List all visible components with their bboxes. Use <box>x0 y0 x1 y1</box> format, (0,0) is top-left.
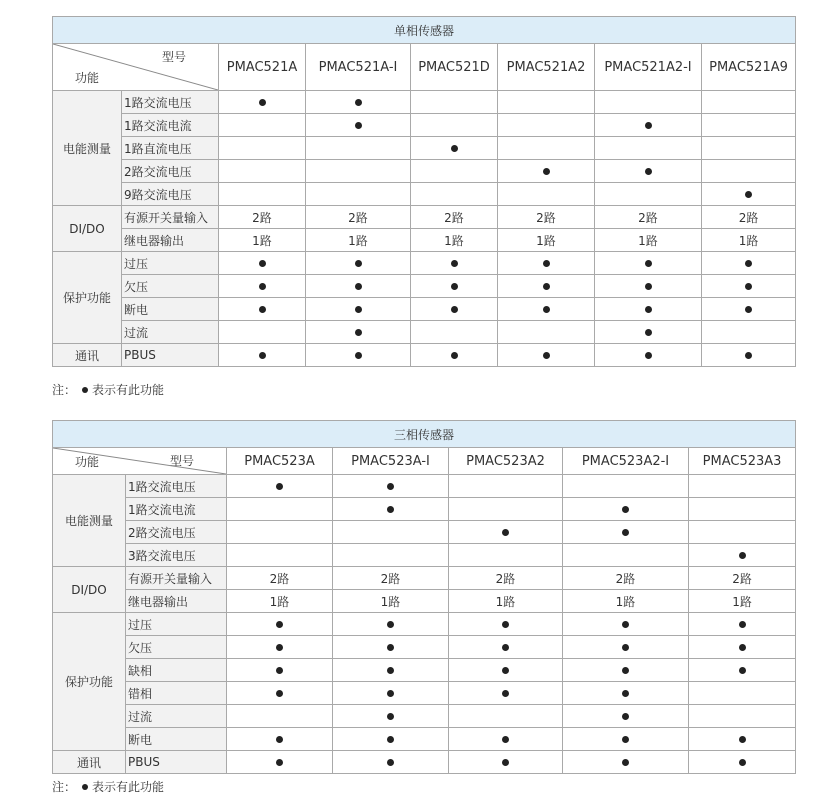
support-cell <box>227 613 333 636</box>
support-cell <box>219 252 306 275</box>
function-group-label: 电能测量 <box>53 91 122 206</box>
support-cell <box>227 682 333 705</box>
support-cell <box>563 682 689 705</box>
empty-cell <box>449 498 563 521</box>
support-cell <box>306 321 411 344</box>
empty-cell <box>306 160 411 183</box>
supported-dot-icon <box>645 306 652 313</box>
support-cell <box>227 475 333 498</box>
supported-dot-icon <box>739 736 746 743</box>
table-row <box>53 206 796 229</box>
supported-dot-icon <box>355 306 362 313</box>
value-cell: 2路 <box>227 567 333 590</box>
feature-label: 1路交流电压 <box>122 91 219 114</box>
table-row <box>53 137 796 160</box>
supported-dot-icon <box>451 145 458 152</box>
feature-label: 断电 <box>122 298 219 321</box>
supported-dot-icon <box>387 759 394 766</box>
support-cell <box>563 613 689 636</box>
empty-cell <box>702 160 796 183</box>
value-cell: 2路 <box>595 206 702 229</box>
value-cell: 2路 <box>449 567 563 590</box>
dot-icon <box>82 784 88 790</box>
supported-dot-icon <box>645 329 652 336</box>
supported-dot-icon <box>387 506 394 513</box>
support-cell <box>689 544 796 567</box>
dot-icon <box>82 387 88 393</box>
support-cell <box>333 498 449 521</box>
table-row <box>53 91 796 114</box>
supported-dot-icon <box>745 306 752 313</box>
support-cell <box>306 114 411 137</box>
supported-dot-icon <box>355 283 362 290</box>
support-cell <box>411 252 498 275</box>
empty-cell <box>449 475 563 498</box>
support-cell <box>689 613 796 636</box>
empty-cell <box>498 114 595 137</box>
empty-cell <box>498 91 595 114</box>
feature-label: 2路交流电压 <box>126 521 227 544</box>
supported-dot-icon <box>276 621 283 628</box>
support-cell <box>702 275 796 298</box>
feature-label: 1路交流电流 <box>126 498 227 521</box>
supported-dot-icon <box>259 306 266 313</box>
support-cell <box>498 344 595 367</box>
support-cell <box>689 636 796 659</box>
value-cell: 2路 <box>702 206 796 229</box>
empty-cell <box>563 475 689 498</box>
supported-dot-icon <box>355 329 362 336</box>
supported-dot-icon <box>745 283 752 290</box>
single-phase-sensor-table <box>52 16 796 367</box>
function-group-label: DI/DO <box>53 567 126 613</box>
empty-cell <box>306 137 411 160</box>
table-row <box>53 613 796 636</box>
table-row <box>53 475 796 498</box>
value-cell: 1路 <box>702 229 796 252</box>
support-cell <box>219 344 306 367</box>
supported-dot-icon <box>622 667 629 674</box>
supported-dot-icon <box>622 621 629 628</box>
support-cell <box>702 298 796 321</box>
feature-label: 断电 <box>126 728 227 751</box>
empty-cell <box>689 682 796 705</box>
table-row <box>53 659 796 682</box>
support-cell <box>563 659 689 682</box>
supported-dot-icon <box>259 352 266 359</box>
function-group-label: DI/DO <box>53 206 122 252</box>
empty-cell <box>227 544 333 567</box>
note-prefix: 注： <box>52 383 77 397</box>
empty-cell <box>411 160 498 183</box>
support-cell <box>219 91 306 114</box>
supported-dot-icon <box>622 690 629 697</box>
model-header-label: 型号 <box>161 50 186 64</box>
supported-dot-icon <box>745 260 752 267</box>
supported-dot-icon <box>739 621 746 628</box>
table-row <box>53 544 796 567</box>
empty-cell <box>498 183 595 206</box>
model-header: PMAC521A2 <box>498 44 595 91</box>
value-cell: 2路 <box>306 206 411 229</box>
support-cell <box>498 160 595 183</box>
supported-dot-icon <box>645 352 652 359</box>
supported-dot-icon <box>739 759 746 766</box>
supported-dot-icon <box>451 352 458 359</box>
supported-dot-icon <box>739 552 746 559</box>
table-row <box>53 183 796 206</box>
empty-cell <box>449 705 563 728</box>
support-cell <box>306 252 411 275</box>
table-row <box>53 728 796 751</box>
support-cell <box>449 659 563 682</box>
feature-label: 缺相 <box>126 659 227 682</box>
support-cell <box>563 498 689 521</box>
model-header: PMAC521A-I <box>306 44 411 91</box>
support-cell <box>449 636 563 659</box>
header-diagonal-cell <box>53 44 219 91</box>
table-row <box>53 498 796 521</box>
table-row <box>53 275 796 298</box>
feature-label: 1路直流电压 <box>122 137 219 160</box>
supported-dot-icon <box>355 352 362 359</box>
empty-cell <box>702 114 796 137</box>
feature-label: 有源开关量输入 <box>122 206 219 229</box>
value-cell: 2路 <box>219 206 306 229</box>
support-cell <box>595 298 702 321</box>
empty-cell <box>595 137 702 160</box>
table-row <box>53 160 796 183</box>
table-row <box>53 252 796 275</box>
empty-cell <box>498 137 595 160</box>
supported-dot-icon <box>387 736 394 743</box>
value-cell: 2路 <box>333 567 449 590</box>
model-header: PMAC523A2 <box>449 448 563 475</box>
table-row <box>53 321 796 344</box>
feature-label: 1路交流电压 <box>126 475 227 498</box>
table-row <box>53 344 796 367</box>
table-row <box>53 114 796 137</box>
empty-cell <box>595 91 702 114</box>
supported-dot-icon <box>276 483 283 490</box>
empty-cell <box>449 544 563 567</box>
support-cell <box>449 728 563 751</box>
table-row <box>53 567 796 590</box>
supported-dot-icon <box>276 644 283 651</box>
feature-label: 过压 <box>122 252 219 275</box>
support-cell <box>227 636 333 659</box>
function-group-label: 通讯 <box>53 751 126 774</box>
empty-cell <box>219 183 306 206</box>
feature-label: 过流 <box>126 705 227 728</box>
support-cell <box>563 636 689 659</box>
empty-cell <box>219 137 306 160</box>
feature-label: 继电器输出 <box>122 229 219 252</box>
empty-cell <box>498 321 595 344</box>
support-cell <box>219 298 306 321</box>
model-header: PMAC521A2-I <box>595 44 702 91</box>
support-cell <box>449 613 563 636</box>
supported-dot-icon <box>387 713 394 720</box>
value-cell: 1路 <box>449 590 563 613</box>
empty-cell <box>702 91 796 114</box>
supported-dot-icon <box>259 260 266 267</box>
empty-cell <box>689 475 796 498</box>
empty-cell <box>563 544 689 567</box>
supported-dot-icon <box>276 736 283 743</box>
feature-label: 有源开关量输入 <box>126 567 227 590</box>
model-header: PMAC521D <box>411 44 498 91</box>
function-header-label: 功能 <box>75 455 100 469</box>
empty-cell <box>411 91 498 114</box>
feature-label: 2路交流电压 <box>122 160 219 183</box>
supported-dot-icon <box>451 306 458 313</box>
support-cell <box>689 728 796 751</box>
table-row <box>53 229 796 252</box>
support-cell <box>563 728 689 751</box>
supported-dot-icon <box>502 621 509 628</box>
feature-label: PBUS <box>122 344 219 367</box>
empty-cell <box>227 705 333 728</box>
support-cell <box>702 344 796 367</box>
supported-dot-icon <box>622 506 629 513</box>
feature-label: 9路交流电压 <box>122 183 219 206</box>
table-title: 单相传感器 <box>53 17 796 44</box>
value-cell: 2路 <box>498 206 595 229</box>
support-cell <box>449 682 563 705</box>
support-cell <box>595 160 702 183</box>
supported-dot-icon <box>276 690 283 697</box>
feature-label: 3路交流电压 <box>126 544 227 567</box>
support-cell <box>411 344 498 367</box>
empty-cell <box>219 114 306 137</box>
supported-dot-icon <box>355 99 362 106</box>
supported-dot-icon <box>745 352 752 359</box>
support-cell <box>498 298 595 321</box>
support-cell <box>689 659 796 682</box>
support-cell <box>333 636 449 659</box>
supported-dot-icon <box>645 122 652 129</box>
header-diagonal-cell <box>53 448 227 475</box>
support-cell <box>595 344 702 367</box>
value-cell: 1路 <box>595 229 702 252</box>
empty-cell <box>333 521 449 544</box>
empty-cell <box>689 705 796 728</box>
supported-dot-icon <box>276 759 283 766</box>
value-cell: 1路 <box>306 229 411 252</box>
support-cell <box>702 183 796 206</box>
support-cell <box>689 751 796 774</box>
feature-label: 继电器输出 <box>126 590 227 613</box>
function-header-label: 功能 <box>75 71 100 85</box>
model-header: PMAC523A3 <box>689 448 796 475</box>
support-cell <box>498 252 595 275</box>
supported-dot-icon <box>622 736 629 743</box>
empty-cell <box>333 544 449 567</box>
supported-dot-icon <box>259 99 266 106</box>
note-prefix: 注： <box>52 780 77 794</box>
support-cell <box>563 521 689 544</box>
supported-dot-icon <box>276 667 283 674</box>
supported-dot-icon <box>387 690 394 697</box>
function-group-label: 保护功能 <box>53 613 126 751</box>
supported-dot-icon <box>645 260 652 267</box>
value-cell: 1路 <box>498 229 595 252</box>
empty-cell <box>595 183 702 206</box>
support-cell <box>498 275 595 298</box>
supported-dot-icon <box>387 621 394 628</box>
supported-dot-icon <box>739 644 746 651</box>
supported-dot-icon <box>502 529 509 536</box>
empty-cell <box>227 498 333 521</box>
table-row <box>53 636 796 659</box>
value-cell: 1路 <box>689 590 796 613</box>
support-cell <box>563 705 689 728</box>
empty-cell <box>702 321 796 344</box>
support-cell <box>306 91 411 114</box>
value-cell: 1路 <box>219 229 306 252</box>
empty-cell <box>227 521 333 544</box>
empty-cell <box>219 160 306 183</box>
supported-dot-icon <box>622 759 629 766</box>
supported-dot-icon <box>502 736 509 743</box>
empty-cell <box>689 498 796 521</box>
support-cell <box>702 252 796 275</box>
supported-dot-icon <box>745 191 752 198</box>
support-cell <box>333 682 449 705</box>
support-cell <box>411 298 498 321</box>
table-row <box>53 590 796 613</box>
support-cell <box>411 275 498 298</box>
model-header-label: 型号 <box>169 454 194 468</box>
supported-dot-icon <box>502 759 509 766</box>
supported-dot-icon <box>387 644 394 651</box>
empty-cell <box>219 321 306 344</box>
supported-dot-icon <box>502 644 509 651</box>
model-header: PMAC523A <box>227 448 333 475</box>
value-cell: 1路 <box>563 590 689 613</box>
support-cell <box>333 751 449 774</box>
supported-dot-icon <box>645 168 652 175</box>
supported-dot-icon <box>387 667 394 674</box>
table-row <box>53 705 796 728</box>
support-cell <box>227 728 333 751</box>
support-cell <box>449 521 563 544</box>
support-cell <box>563 751 689 774</box>
note-text: 表示有此功能 <box>92 383 165 397</box>
three-phase-sensor-table <box>52 420 796 774</box>
feature-label: PBUS <box>126 751 227 774</box>
supported-dot-icon <box>502 690 509 697</box>
supported-dot-icon <box>622 644 629 651</box>
supported-dot-icon <box>355 260 362 267</box>
support-cell <box>227 659 333 682</box>
value-cell: 2路 <box>563 567 689 590</box>
feature-label: 欠压 <box>122 275 219 298</box>
model-header: PMAC521A9 <box>702 44 796 91</box>
support-cell <box>333 705 449 728</box>
feature-label: 错相 <box>126 682 227 705</box>
value-cell: 1路 <box>227 590 333 613</box>
supported-dot-icon <box>451 260 458 267</box>
feature-label: 1路交流电流 <box>122 114 219 137</box>
feature-label: 欠压 <box>126 636 227 659</box>
supported-dot-icon <box>259 283 266 290</box>
model-header: PMAC521A <box>219 44 306 91</box>
model-header: PMAC523A2-I <box>563 448 689 475</box>
empty-cell <box>411 183 498 206</box>
support-cell <box>333 728 449 751</box>
supported-dot-icon <box>543 352 550 359</box>
table-title: 三相传感器 <box>53 421 796 448</box>
table-row <box>53 521 796 544</box>
support-cell <box>306 275 411 298</box>
empty-cell <box>306 183 411 206</box>
support-cell <box>227 751 333 774</box>
empty-cell <box>689 521 796 544</box>
support-cell <box>595 275 702 298</box>
supported-dot-icon <box>502 667 509 674</box>
support-cell <box>306 344 411 367</box>
supported-dot-icon <box>543 283 550 290</box>
support-cell <box>449 751 563 774</box>
supported-dot-icon <box>622 529 629 536</box>
empty-cell <box>411 321 498 344</box>
supported-dot-icon <box>622 713 629 720</box>
value-cell: 2路 <box>689 567 796 590</box>
support-cell <box>595 321 702 344</box>
supported-dot-icon <box>451 283 458 290</box>
support-cell <box>595 114 702 137</box>
table1-note <box>52 381 164 398</box>
support-cell <box>333 475 449 498</box>
supported-dot-icon <box>739 667 746 674</box>
support-cell <box>333 613 449 636</box>
supported-dot-icon <box>543 260 550 267</box>
supported-dot-icon <box>355 122 362 129</box>
empty-cell <box>702 137 796 160</box>
supported-dot-icon <box>387 483 394 490</box>
table-row <box>53 298 796 321</box>
supported-dot-icon <box>645 283 652 290</box>
support-cell <box>333 659 449 682</box>
note-text: 表示有此功能 <box>92 780 165 794</box>
table2-note <box>52 778 164 795</box>
value-cell: 1路 <box>333 590 449 613</box>
model-header: PMAC523A-I <box>333 448 449 475</box>
table-row <box>53 751 796 774</box>
feature-label: 过流 <box>122 321 219 344</box>
feature-label: 过压 <box>126 613 227 636</box>
empty-cell <box>411 114 498 137</box>
support-cell <box>219 275 306 298</box>
function-group-label: 电能测量 <box>53 475 126 567</box>
value-cell: 2路 <box>411 206 498 229</box>
support-cell <box>306 298 411 321</box>
table-row <box>53 682 796 705</box>
supported-dot-icon <box>543 306 550 313</box>
function-group-label: 通讯 <box>53 344 122 367</box>
support-cell <box>411 137 498 160</box>
supported-dot-icon <box>543 168 550 175</box>
support-cell <box>595 252 702 275</box>
value-cell: 1路 <box>411 229 498 252</box>
function-group-label: 保护功能 <box>53 252 122 344</box>
